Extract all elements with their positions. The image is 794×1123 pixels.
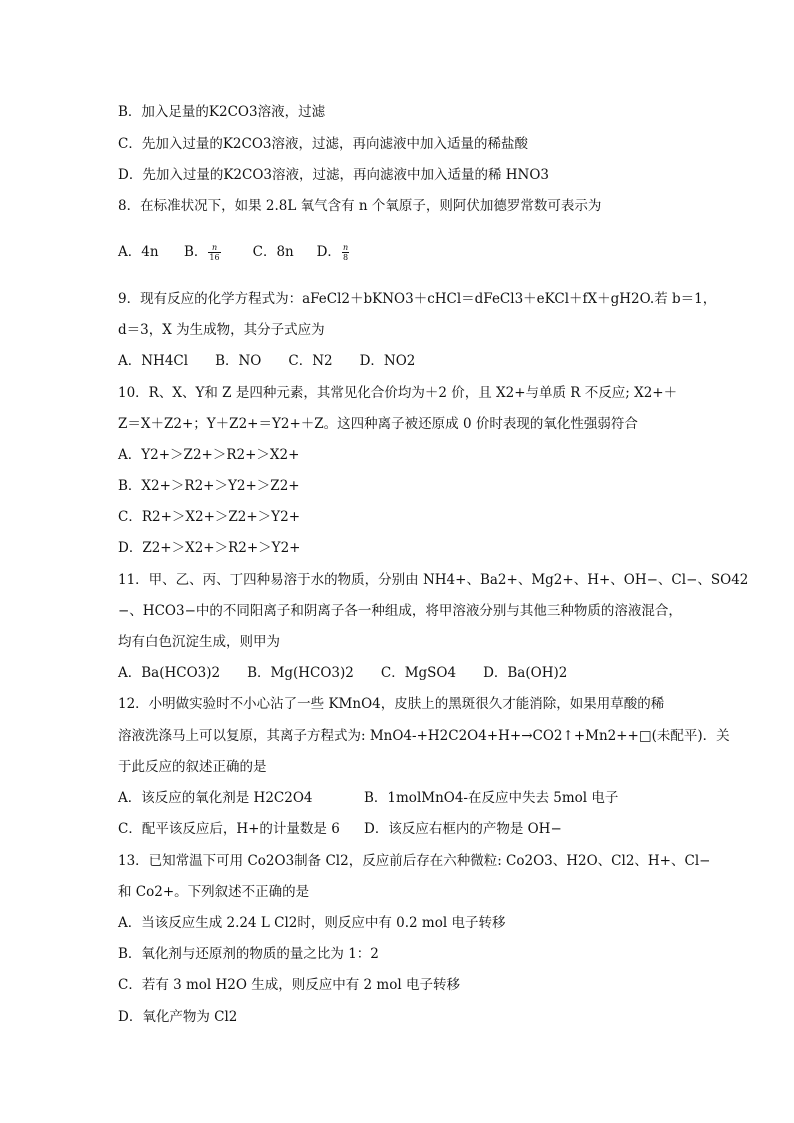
q9-stem-line2: d＝3，X 为生成物，其分子式应为 [118, 322, 325, 338]
q10-stem-line2: Z＝X＋Z2+；Y＋Z2+＝Y2+＋Z。这四种离子被还原成 0 价时表现的氧化性强弱符合 [118, 416, 638, 432]
q8-option-d-denominator: 8 [342, 253, 349, 262]
q12-stem-line3: 于此反应的叙述正确的是 [118, 759, 267, 775]
q7-option-c: C．先加入过量的K2CO3溶液，过滤，再向滤液中加入适量的稀盐酸 [118, 136, 528, 152]
q12-option-b: B．1molMnO4-在反应中失去 5mol 电子 [364, 790, 619, 806]
q8-option-d-label: D． [316, 244, 341, 260]
q8-option-d-numerator: n [342, 243, 349, 252]
q11-stem-line1: 11．甲、乙、丙、丁四种易溶于水的物质，分别由 NH4+、Ba2+、Mg2+、H+、OH−、Cl−、SO42 [118, 572, 749, 588]
q8-stem: 8．在标准状况下，如果 2.8L 氧气含有 n 个氧原子，则阿伏加德罗常数可表示为 [118, 198, 602, 214]
q13-stem-line1: 13．已知常温下可用 Co2O3制备 Cl2，反应前后存在六种微粒: Co2O3、H2O、Cl2、H+、Cl− [118, 853, 711, 869]
q10-option-a: A．Y2+＞Z2+＞R2+＞X2+ [118, 447, 300, 463]
q11-stem-line3: 均有白色沉淀生成，则甲为 [118, 634, 280, 650]
q13-option-d: D．氧化产物为 Cl2 [118, 1009, 238, 1025]
q12-stem-line2: 溶液洗涤马上可以复原，其离子方程式为: MnO4-+H2C2O4+H+→CO2↑+Mn2++□(未配平)．关 [118, 728, 730, 744]
q10-option-d: D．Z2+＞X2+＞R2+＞Y2+ [118, 540, 301, 556]
q7-option-b: B．加入足量的K2CO3溶液，过滤 [118, 104, 326, 120]
q8-option-b-numerator: n [208, 243, 220, 253]
q8-option-b-fraction [208, 243, 220, 262]
q13-option-a: A．当该反应生成 2.24 L Cl2时，则反应中有 0.2 mol 电子转移 [118, 915, 506, 931]
q8-option-c: C．8n [252, 244, 294, 260]
q7-option-d: D．先加入过量的K2CO3溶液，过滤，再向滤液中加入适量的稀 HNO3 [118, 167, 550, 183]
q11-options: A．Ba(HCO3)2 B．Mg(HCO3)2 C．MgSO4 D．Ba(OH)2 [118, 665, 568, 681]
q13-stem-line2: 和 Co2+。下列叙述不正确的是 [118, 884, 310, 900]
q8-option-b-label: B． [184, 244, 208, 260]
q8-option-a: A．4n [118, 244, 159, 260]
q12-option-a: A．该反应的氧化剂是 H2C2O4 [118, 790, 313, 806]
q13-option-b: B．氧化剂与还原剂的物质的量之比为 1：2 [118, 946, 379, 962]
q12-option-c: C．配平该反应后，H+的计量数是 6 [118, 821, 340, 837]
q8-option-b-denominator: 16 [209, 253, 220, 262]
q8-options [118, 242, 350, 262]
q10-stem-line1: 10．R、X、Y和 Z 是四种元素，其常见化合价均为＋2 价，且 X2+与单质 R 不反应; X2+＋ [118, 385, 678, 401]
q10-option-b: B．X2+＞R2+＞Y2+＞Z2+ [118, 478, 300, 494]
q13-option-c: C．若有 3 mol H2O 生成，则反应中有 2 mol 电子转移 [118, 977, 460, 993]
q9-options: A．NH4Cl B．NO C．N2 D．NO2 [118, 353, 416, 369]
q12-stem-line1: 12．小明做实验时不小心沾了一些 KMnO4，皮肤上的黑斑很久才能消除，如果用草酸的稀 [118, 696, 665, 712]
q8-option-d-fraction [342, 243, 349, 262]
q10-option-c: C．R2+＞X2+＞Z2+＞Y2+ [118, 509, 300, 525]
q11-stem-line2: −、HCO3−中的不同阳离子和阴离子各一种组成，将甲溶液分别与其他三种物质的溶液混合， [118, 603, 682, 619]
q12-option-d: D．该反应右框内的产物是 OH− [364, 821, 562, 837]
q9-stem-line1: 9．现有反应的化学方程式为：aFeCl2＋bKNO3＋cHCl＝dFeCl3＋eKCl＋fX＋gH2O.若 b＝1， [118, 291, 717, 307]
